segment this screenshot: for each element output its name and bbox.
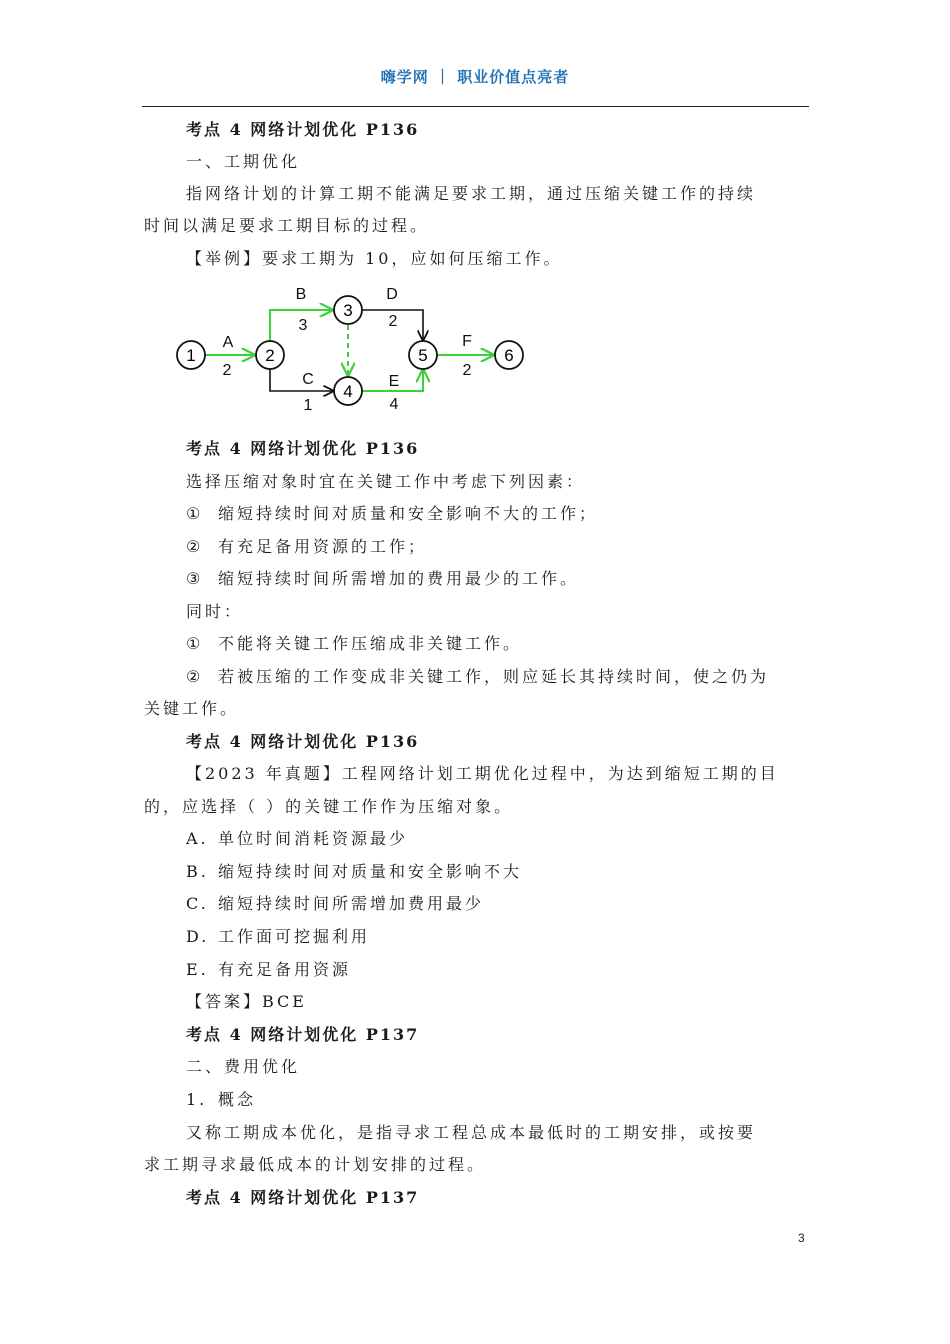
option-label: B. bbox=[186, 862, 209, 881]
item-text: 概念 bbox=[218, 1090, 257, 1109]
node-5-label: 5 bbox=[418, 346, 428, 365]
list-number: ① bbox=[186, 504, 204, 523]
question-line: 的，应选择（ ）的关键工作作为压缩对象。 bbox=[144, 797, 514, 816]
option-item bbox=[186, 957, 351, 980]
activity-a-duration: 2 bbox=[222, 362, 232, 379]
list-number: ② bbox=[186, 537, 204, 556]
option-text: 单位时间消耗资源最少 bbox=[218, 829, 409, 848]
option-text: 缩短持续时间对质量和安全影响不大 bbox=[218, 862, 523, 881]
option-item bbox=[186, 859, 522, 882]
question-line: 【2023 年真题】工程网络计划工期优化过程中，为达到缩短工期的目 bbox=[186, 764, 779, 783]
list-item bbox=[186, 664, 769, 687]
numbered-item bbox=[186, 1087, 256, 1110]
option-text: 有充足备用资源 bbox=[218, 960, 352, 979]
list-item bbox=[186, 566, 579, 589]
activity-c-duration: 1 bbox=[303, 397, 313, 414]
paragraph-line: 同时： bbox=[186, 602, 244, 621]
activity-d-name: D bbox=[386, 286, 398, 303]
section-heading: 考点 4 网络计划优化 P137 bbox=[186, 1025, 420, 1044]
list-number: ③ bbox=[186, 569, 204, 588]
paragraph-line: 关键工作。 bbox=[144, 699, 240, 718]
list-item bbox=[186, 501, 598, 524]
option-item bbox=[186, 826, 408, 849]
list-number: ① bbox=[186, 634, 204, 653]
activity-e-name: E bbox=[388, 373, 400, 390]
option-label: E. bbox=[186, 960, 209, 979]
option-text: 缩短持续时间所需增加费用最少 bbox=[218, 894, 485, 913]
option-item bbox=[186, 891, 484, 914]
section-heading: 考点 4 网络计划优化 P137 bbox=[186, 1188, 420, 1207]
activity-b-duration: 3 bbox=[298, 317, 308, 334]
activity-b-name: B bbox=[295, 286, 307, 303]
subheading: 一、工期优化 bbox=[186, 152, 301, 171]
option-item bbox=[186, 924, 370, 947]
node-6-label: 6 bbox=[504, 346, 514, 365]
list-item bbox=[186, 534, 427, 557]
option-label: A. bbox=[186, 829, 209, 848]
paragraph-line: 时间以满足要求工期目标的过程。 bbox=[144, 216, 430, 235]
paragraph-line: 选择压缩对象时宜在关键工作中考虑下列因素： bbox=[186, 472, 586, 491]
network-diagram bbox=[170, 280, 540, 420]
paragraph-line: 指网络计划的计算工期不能满足要求工期，通过压缩关键工作的持续 bbox=[186, 184, 757, 203]
paragraph-line: 又称工期成本优化，是指寻求工程总成本最低时的工期安排，或按要 bbox=[186, 1123, 757, 1142]
page-number: 3 bbox=[798, 1231, 805, 1245]
list-text: 缩短持续时间所需增加的费用最少的工作。 bbox=[218, 569, 580, 588]
list-text: 缩短持续时间对质量和安全影响不大的工作； bbox=[218, 504, 599, 523]
node-1-label: 1 bbox=[186, 346, 196, 365]
list-text: 若被压缩的工作变成非关键工作，则应延长其持续时间，使之仍为 bbox=[218, 667, 770, 686]
activity-c-name: C bbox=[302, 371, 314, 388]
list-text: 不能将关键工作压缩成非关键工作。 bbox=[218, 634, 523, 653]
list-item bbox=[186, 631, 522, 654]
activity-f-duration: 2 bbox=[462, 362, 472, 379]
list-text: 有充足备用资源的工作； bbox=[218, 537, 428, 556]
option-label: C. bbox=[186, 894, 209, 913]
node-3-label: 3 bbox=[343, 301, 353, 320]
subheading: 二、费用优化 bbox=[186, 1057, 301, 1076]
activity-e-duration: 4 bbox=[389, 396, 399, 413]
page-header: 嗨学网 ｜ 职业价值点亮者 bbox=[380, 68, 570, 86]
header-divider bbox=[142, 106, 809, 107]
example-line: 【举例】要求工期为 10，应如何压缩工作。 bbox=[186, 249, 563, 268]
item-number: 1. bbox=[186, 1090, 208, 1109]
activity-d-duration: 2 bbox=[388, 313, 398, 330]
activity-a-name: A bbox=[222, 334, 234, 351]
list-number: ② bbox=[186, 667, 204, 686]
answer-line: 【答案】BCE bbox=[186, 992, 307, 1011]
section-heading: 考点 4 网络计划优化 P136 bbox=[186, 439, 420, 458]
section-heading: 考点 4 网络计划优化 P136 bbox=[186, 732, 420, 751]
activity-f-name: F bbox=[462, 333, 472, 350]
section-heading: 考点 4 网络计划优化 P136 bbox=[186, 120, 420, 139]
option-text: 工作面可挖掘利用 bbox=[218, 927, 371, 946]
node-4-label: 4 bbox=[343, 382, 353, 401]
node-2-label: 2 bbox=[265, 346, 275, 365]
option-label: D. bbox=[186, 927, 210, 946]
paragraph-line: 求工期寻求最低成本的计划安排的过程。 bbox=[144, 1155, 487, 1174]
